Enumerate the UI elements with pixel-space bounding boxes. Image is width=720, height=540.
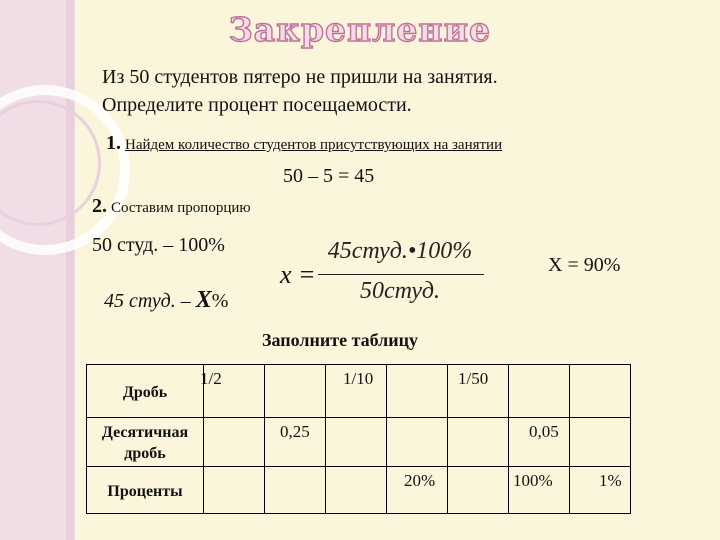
problem-line-2: Определите процент посещаемости. [102,94,412,116]
row-header-cell [87,365,204,418]
table-cell [387,365,448,418]
cell-value: 0,05 [529,422,559,441]
table-cell [200,365,265,418]
table-cell [204,467,265,514]
proportion-line-2-suffix: % [211,290,229,312]
table-cell [570,365,631,418]
table-cell [265,467,326,514]
table-cell [265,418,326,467]
cell-value: 100% [513,471,553,490]
decorative-side-stripe [66,0,74,540]
row-header-fraction: Дробь [122,384,168,401]
row-header-cell [87,467,204,514]
slide-title: Закрепление [228,10,492,49]
proportion-formula [280,240,490,310]
proportion-line-1: 50 студ. – 100% [92,234,225,256]
cell-value: 1% [599,471,622,490]
step-2-text: Составим пропорцию [111,200,251,216]
table-cell [509,467,570,514]
step-2 [92,195,251,218]
formula-lhs: x = [280,260,316,289]
proportion-line-2 [104,287,228,314]
table-cell [265,365,326,418]
unknown-variable: Х [195,287,212,313]
table-cell [448,418,509,467]
table-cell [204,418,265,467]
cell-value: 20% [404,471,436,490]
decorative-side-panel [0,0,75,540]
fraction-bar [318,274,484,275]
table-cell [509,365,570,418]
table-cell [570,467,631,514]
row-header-cell [87,418,204,467]
step-1-number: 1. [106,132,121,154]
table-cell [387,467,448,514]
cell-value: 0,25 [280,422,310,441]
answer: Х = 90% [548,254,621,276]
row-header-percent: Проценты [107,483,183,500]
step-1-text: Найдем количество студентов присутствующих на занятии [125,137,503,153]
table-cell [326,418,387,467]
problem-line-1: Из 50 студентов пятеро не пришли на занятия. [102,66,498,88]
table-cell [448,467,509,514]
table-cell [570,418,631,467]
table-cell [326,365,387,418]
formula-denominator: 50студ. [359,278,441,304]
formula-numerator: 45студ.•100% [327,238,473,264]
step-2-number: 2. [92,195,107,217]
table-cell [509,418,570,467]
table-cell [448,365,509,418]
proportion-line-2-prefix: 45 студ. – [104,290,191,312]
table-row-decimal [87,418,631,467]
row-header-decimal: Десятичная дробь [101,424,189,462]
table-row-percent [87,467,631,514]
table-title: Заполните таблицу [262,330,419,350]
table-cell [326,467,387,514]
table-cell [387,418,448,467]
subtraction-equation: 50 – 5 = 45 [283,165,375,187]
cell-value: 1/2 [200,369,222,388]
fill-in-table [86,364,631,514]
step-1 [106,132,502,155]
cell-value: 1/10 [343,369,374,388]
table-row-fraction [87,365,631,418]
cell-value: 1/50 [458,369,489,388]
